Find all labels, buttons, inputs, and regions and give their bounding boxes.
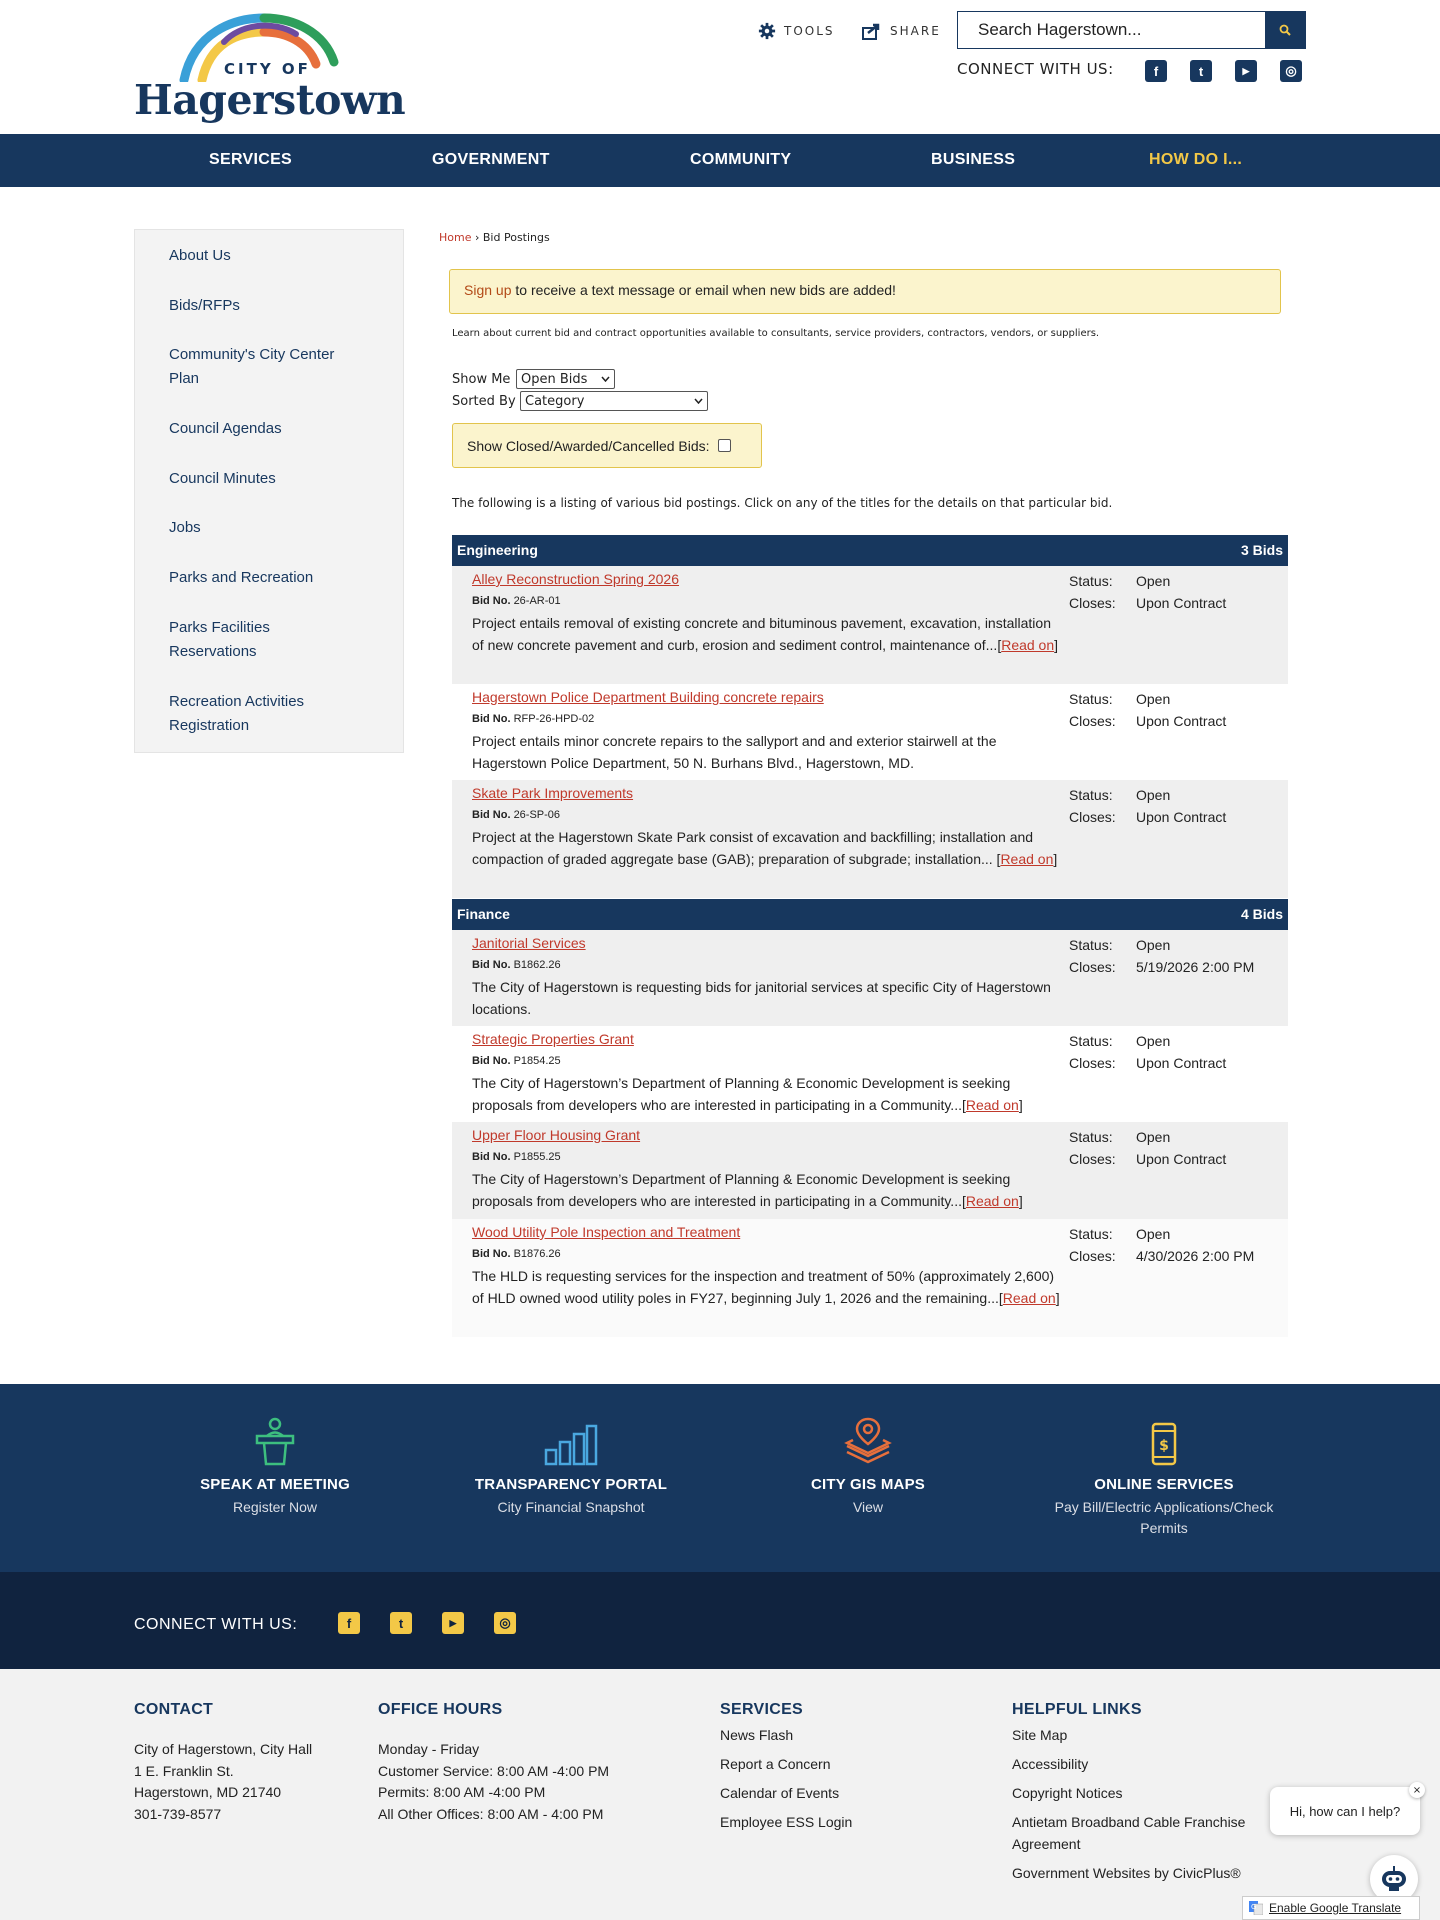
map-layers-icon [843, 1416, 893, 1466]
google-translate-icon [1249, 1901, 1263, 1915]
bid-status-labels: Status: Closes: [1069, 1033, 1116, 1071]
bid-status-labels: Status: Closes: [1069, 691, 1116, 729]
breadcrumb-current: Bid Postings [482, 231, 550, 244]
bid-number: Bid No. P1855.25 [472, 1151, 561, 1163]
city-logo[interactable] [134, 12, 406, 124]
bid-description: The City of Hagerstown’s Department of Planning & Economic Development is seeking proposals from developers who are interested in participating in a Community...[Read on] [472, 1171, 1023, 1209]
footer-contact-title: CONTACT [134, 1701, 214, 1718]
quicklink-subtitle: City Financial Snapshot [497, 1499, 645, 1515]
show-closed-label: Show Closed/Awarded/Cancelled Bids: [467, 437, 710, 454]
sidebar [134, 229, 404, 753]
bid-title-link[interactable]: Alley Reconstruction Spring 2026 [472, 571, 680, 587]
read-on-link[interactable]: Read on [1001, 636, 1055, 653]
category-header-engineering [452, 535, 1288, 566]
bid-status-values: Open Upon Contract [1136, 573, 1227, 611]
quicklink-title: TRANSPARENCY PORTAL [474, 1476, 668, 1493]
bid-status-labels: Status: Closes: [1069, 937, 1116, 975]
bid-description: Project entails minor concrete repairs to the sallyport and and exterior stairwell at the Hagerstown Police Department, 50 N. Burhans Blvd., Hagerstown, MD. [472, 733, 997, 771]
bid-number: Bid No. P1854.25 [472, 1055, 561, 1067]
bid-row [452, 684, 1288, 780]
logo-town-text: Hagerstown [134, 76, 406, 124]
instagram-icon[interactable]: ◎ [1280, 60, 1302, 82]
bid-title-link[interactable]: Skate Park Improvements [472, 785, 634, 801]
category-name: Finance [457, 906, 510, 922]
quicklink-title: ONLINE SERVICES [1094, 1476, 1234, 1493]
google-translate-button[interactable] [1242, 1896, 1420, 1920]
bid-status-values: Open Upon Contract [1136, 787, 1227, 825]
bid-status-labels: Status: Closes: [1069, 573, 1116, 611]
listing-text: The following is a listing of various bid postings. Click on any of the titles for the details on that particular bid. [452, 496, 1113, 510]
bid-title-link[interactable]: Wood Utility Pole Inspection and Treatment [472, 1224, 741, 1240]
signup-link[interactable]: Sign up [464, 282, 512, 298]
quicklink-subtitle: Register Now [232, 1499, 318, 1515]
bid-status-values: Open 4/30/2026 2:00 PM [1136, 1226, 1255, 1264]
chat-bubble[interactable]: Hi, how can I help? [1270, 1787, 1420, 1835]
nav-business[interactable]: BUSINESS [931, 151, 1016, 168]
sidebar-item-council-minutes[interactable]: Council Minutes [169, 470, 276, 487]
bid-description: Project at the Hagerstown Skate Park consist of excavation and backfilling; installation and compaction of graded aggregate base (GAB); preparation of subgrade; installation... [Read on] [472, 829, 1058, 867]
sidebar-item-parks-recreation[interactable]: Parks and Recreation [169, 569, 314, 586]
footer-link-report-concern[interactable]: Report a Concern [720, 1756, 831, 1772]
bid-status-values: Open Upon Contract [1136, 1129, 1227, 1167]
chevron-down-icon [601, 376, 610, 382]
show-closed-box [452, 423, 762, 468]
quicklink-transparency-portal[interactable] [441, 1414, 701, 1518]
gear-icon [758, 22, 776, 40]
category-name: Engineering [457, 542, 538, 558]
footer-link-calendar[interactable]: Calendar of Events [720, 1785, 840, 1801]
share-icon [862, 22, 882, 40]
bid-number: Bid No. B1862.26 [472, 959, 561, 971]
quicklink-subtitle: Pay Bill/Electric Applications/Check Permits [1054, 1499, 1274, 1536]
read-on-link[interactable]: Read on [965, 1096, 1019, 1113]
search-box [957, 11, 1306, 49]
bid-title-link[interactable]: Hagerstown Police Department Building concrete repairs [472, 689, 824, 705]
bar-chart-icon [544, 1424, 598, 1466]
footer-link-cable-franchise[interactable]: Antietam Broadband Cable Franchise Agreement [1012, 1814, 1246, 1852]
podium-icon [253, 1416, 297, 1466]
footer-connect-label: CONNECT WITH US: [134, 1616, 298, 1633]
footer-helpful-links [1012, 1701, 1262, 1892]
bid-number: Bid No. B1876.26 [472, 1248, 561, 1260]
show-me-label: Show Me [452, 372, 511, 387]
category-header-finance [452, 899, 1288, 930]
footer-services [720, 1701, 852, 1841]
footer-hours-line: Monday - Friday [378, 1741, 480, 1757]
category-count: 3 Bids [1240, 542, 1283, 558]
nav-government[interactable]: GOVERNMENT [432, 151, 550, 168]
chat-close-button[interactable]: × [1409, 1782, 1425, 1798]
main-nav [0, 134, 1440, 187]
svg-text:G: G [1251, 1903, 1257, 1911]
sidebar-item-jobs[interactable]: Jobs [169, 519, 201, 536]
bid-row [452, 930, 1288, 1026]
footer-link-accessibility[interactable]: Accessibility [1012, 1756, 1089, 1772]
footer-social-links [338, 1612, 516, 1634]
search-input[interactable] [958, 12, 1265, 48]
intro-text: Learn about current bid and contract opportunities available to consultants, service providers, contractors, vendors, or suppliers. [452, 328, 1100, 339]
youtube-icon[interactable]: ▶ [442, 1612, 464, 1634]
footer-contact-line: 1 E. Franklin St. [134, 1762, 234, 1779]
quick-links-band [0, 1384, 1440, 1572]
bid-status-values: Open Upon Contract [1136, 691, 1227, 729]
chevron-down-icon [694, 398, 703, 404]
tools-button[interactable] [758, 22, 835, 40]
footer-link-ess-login[interactable]: Employee ESS Login [720, 1814, 853, 1830]
site-footer [0, 1669, 1440, 1920]
read-on-link[interactable]: Read on [1002, 1289, 1056, 1306]
read-on-link[interactable]: Read on [1000, 850, 1054, 867]
footer-hours-line: Customer Service: 8:00 AM -4:00 PM [378, 1762, 610, 1779]
bid-status-labels: Status: Closes: [1069, 787, 1116, 825]
phone-dollar-icon [1149, 1422, 1179, 1466]
quicklink-title: SPEAK AT MEETING [200, 1476, 350, 1493]
logo-city-text: CITY OF [224, 60, 311, 78]
nav-services[interactable]: SERVICES [209, 151, 293, 168]
nav-community[interactable]: COMMUNITY [690, 151, 792, 168]
bid-title-link[interactable]: Strategic Properties Grant [472, 1031, 634, 1047]
sidebar-item-about-us[interactable]: About Us [169, 247, 231, 264]
bid-status-labels: Status: Closes: [1069, 1226, 1116, 1264]
footer-hours-line: All Other Offices: 8:00 AM - 4:00 PM [378, 1805, 604, 1822]
footer-contact-line: City of Hagerstown, City Hall [134, 1741, 313, 1757]
show-me-select[interactable] [516, 369, 615, 389]
bid-title-link[interactable]: Janitorial Services [472, 935, 586, 951]
google-translate-label: Enable Google Translate [1269, 1901, 1402, 1915]
footer-link-civicplus[interactable]: Government Websites by CivicPlus® [1012, 1864, 1241, 1881]
nav-how-do-i[interactable]: HOW DO I... [1149, 151, 1243, 168]
sidebar-item-city-center-plan[interactable]: Community's City Center Plan [169, 346, 335, 387]
footer-services-title: SERVICES [720, 1701, 804, 1718]
breadcrumb-home[interactable]: Home [439, 231, 472, 244]
facebook-icon[interactable]: f [338, 1612, 360, 1634]
share-button[interactable] [862, 22, 941, 40]
sidebar-item-parks-facilities[interactable]: Parks Facilities Reservations [169, 619, 270, 660]
tools-label: TOOLS [784, 24, 835, 38]
bid-row [452, 780, 1288, 898]
quicklink-subtitle: View [852, 1499, 884, 1515]
youtube-icon[interactable]: ▶ [1235, 60, 1257, 82]
bid-status-values: Open Upon Contract [1136, 1033, 1227, 1071]
signup-notice [449, 269, 1281, 314]
bid-title-link[interactable]: Upper Floor Housing Grant [472, 1127, 641, 1143]
category-count: 4 Bids [1240, 906, 1283, 922]
bid-number: Bid No. 26-AR-01 [472, 595, 561, 607]
sidebar-item-recreation-registration[interactable]: Recreation Activities Registration [169, 693, 305, 734]
sorted-by-label: Sorted By [452, 394, 516, 409]
social-links [1145, 60, 1302, 82]
show-me-value: Open Bids [521, 371, 588, 387]
quicklink-title: CITY GIS MAPS [810, 1476, 925, 1493]
sorted-by-value: Category [525, 393, 585, 409]
bid-description: The HLD is requesting services for the inspection and treatment of 50% (approximately 2,600) of HLD owned wood utility poles in FY27, beginning July 1, 2026 and the remaining...[Read on] [472, 1268, 1060, 1306]
bid-status-labels: Status: Closes: [1069, 1129, 1116, 1167]
sidebar-item-council-agendas[interactable]: Council Agendas [169, 420, 282, 437]
bid-description: The City of Hagerstown’s Department of Planning & Economic Development is seeking proposals from developers who are interested in participating in a Community...[Read on] [472, 1075, 1023, 1113]
footer-link-site-map[interactable]: Site Map [1012, 1727, 1068, 1743]
bid-row [452, 1219, 1288, 1337]
instagram-icon[interactable]: ◎ [494, 1612, 516, 1634]
footer-hours [378, 1701, 609, 1825]
footer-link-news-flash[interactable]: News Flash [720, 1727, 794, 1743]
bid-row [452, 566, 1288, 684]
robot-icon [1379, 1865, 1409, 1893]
footer-contact-phone[interactable]: 301-739-8577 [134, 1805, 222, 1822]
footer-contact-line: Hagerstown, MD 21740 [134, 1784, 282, 1800]
site-header [0, 0, 1440, 134]
quicklink-online-services[interactable] [1034, 1414, 1294, 1539]
search-button[interactable] [1265, 12, 1305, 48]
footer-hours-line: Permits: 8:00 AM -4:00 PM [378, 1784, 546, 1800]
search-icon [1279, 24, 1291, 36]
read-on-link[interactable]: Read on [965, 1192, 1019, 1209]
show-closed-checkbox[interactable] [718, 439, 731, 452]
bid-status-values: Open 5/19/2026 2:00 PM [1136, 937, 1255, 975]
signup-notice-text: to receive a text message or email when new bids are added! [511, 282, 896, 298]
bid-description: The City of Hagerstown is requesting bids for janitorial services at specific City of Hagerstown locations. [472, 979, 1051, 1017]
breadcrumb [439, 231, 550, 244]
twitter-icon[interactable]: t [1190, 60, 1212, 82]
bid-row [452, 1026, 1288, 1122]
bid-row [452, 1122, 1288, 1219]
bid-description: Project entails removal of existing concrete and bituminous pavement, excavation, installation of new concrete pavement and curb, erosion and sediment control, maintenance of...[Read on] [472, 615, 1059, 653]
bid-number: Bid No. RFP-26-HPD-02 [472, 713, 595, 725]
footer-helpful-title: HELPFUL LINKS [1012, 1701, 1142, 1718]
footer-social-strip [0, 1572, 1440, 1669]
twitter-icon[interactable]: t [390, 1612, 412, 1634]
footer-contact [134, 1701, 312, 1825]
connect-label: CONNECT WITH US: [957, 60, 1114, 78]
quicklink-speak-at-meeting[interactable] [145, 1414, 405, 1518]
footer-link-copyright[interactable]: Copyright Notices [1012, 1785, 1123, 1801]
sorted-by-select[interactable] [520, 391, 708, 411]
breadcrumb-separator: › [474, 231, 480, 244]
svg-text:$: $ [1159, 1438, 1169, 1454]
footer-hours-title: OFFICE HOURS [378, 1701, 503, 1718]
sidebar-item-bids[interactable]: Bids/RFPs [169, 297, 240, 314]
share-label: SHARE [890, 24, 941, 38]
facebook-icon[interactable]: f [1145, 60, 1167, 82]
quicklink-gis-maps[interactable] [738, 1414, 998, 1518]
bid-number: Bid No. 26-SP-06 [472, 809, 561, 821]
